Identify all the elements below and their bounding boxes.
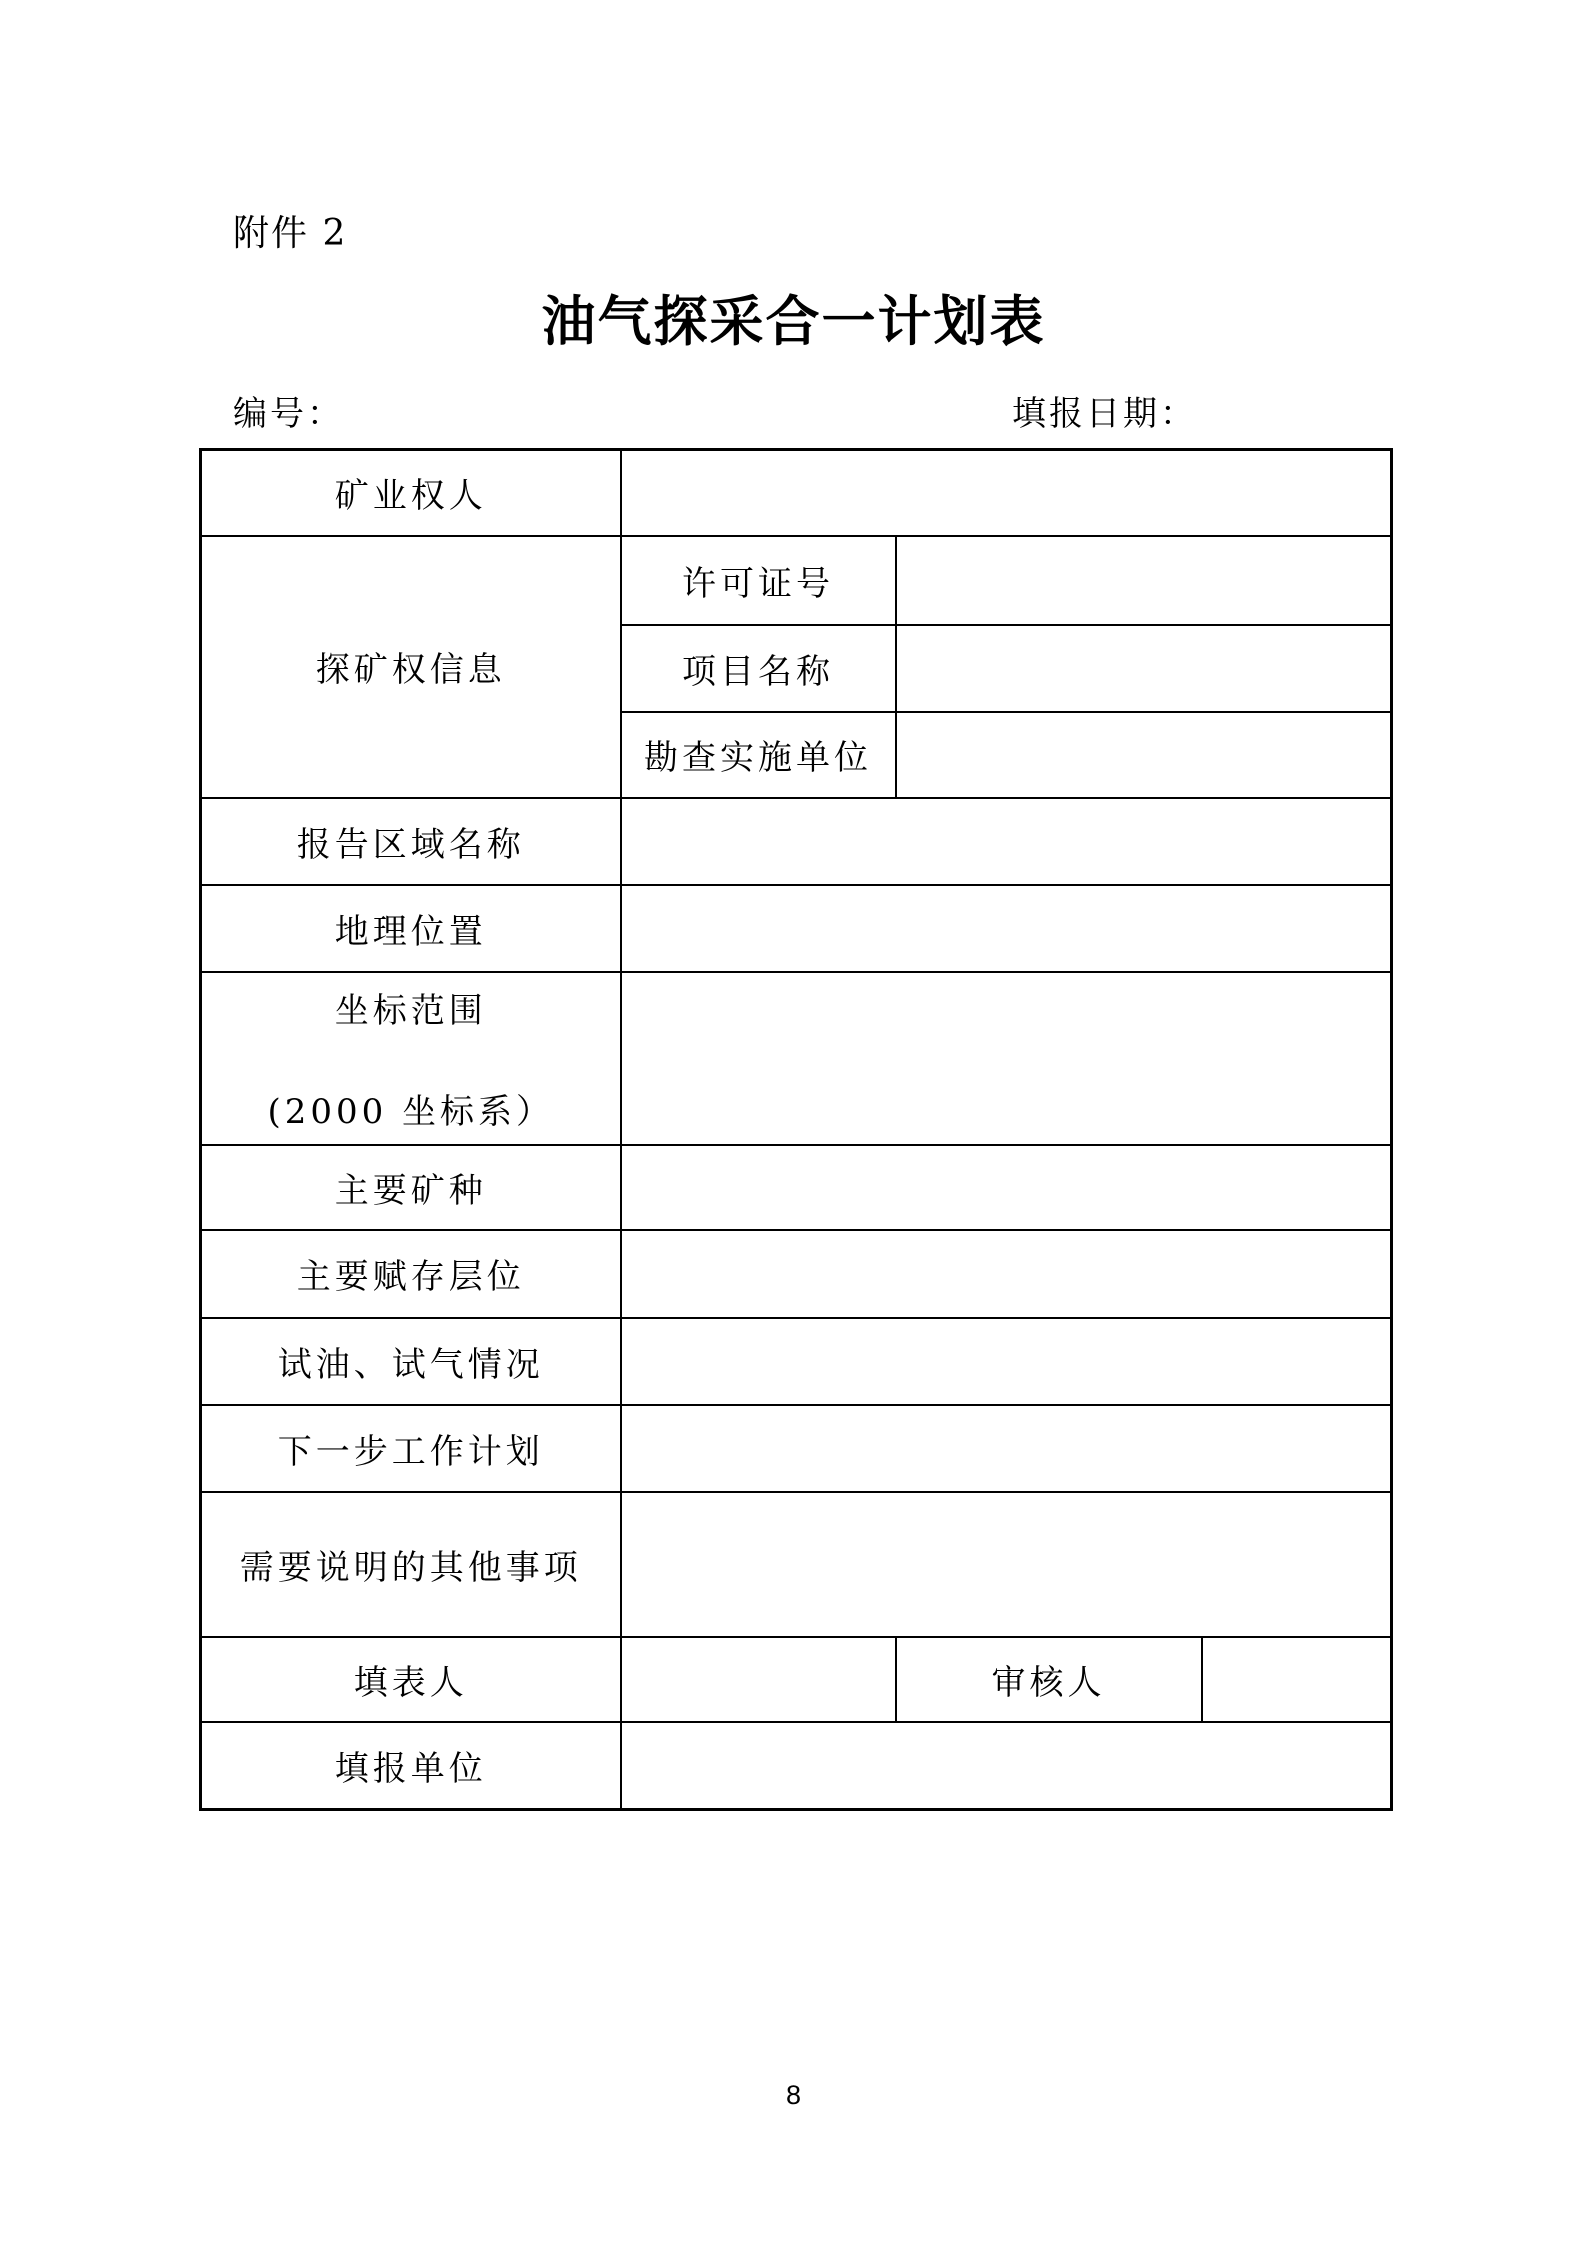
field-label-oil-gas-testing-status: 试油、试气情况 — [201, 1318, 621, 1405]
coordinate-range-label: 坐标范围 — [334, 991, 487, 1031]
field-label-exploration-right-info: 探矿权信息 — [201, 536, 621, 798]
page-title: 油气探采合一计划表 — [541, 289, 1046, 353]
field-label-other-matters: 需要说明的其他事项 — [201, 1492, 621, 1637]
plan-form-table — [199, 448, 1393, 1811]
table-row — [201, 885, 1392, 972]
field-label-license-number: 许可证号 — [621, 536, 896, 625]
table-row — [201, 1405, 1392, 1492]
table-row — [201, 1722, 1392, 1810]
value-cell-oil-gas-testing-status — [621, 1318, 1392, 1405]
value-cell-reviewer — [1202, 1637, 1392, 1722]
code-label: 编号： — [233, 394, 344, 434]
table-row — [201, 798, 1392, 885]
date-label: 填报日期： — [1012, 394, 1197, 434]
field-label-form-preparer: 填表人 — [201, 1637, 621, 1722]
table-row — [201, 536, 1392, 625]
table-row — [201, 1637, 1392, 1722]
value-cell-reporting-unit — [621, 1722, 1392, 1810]
field-label-survey-implementing-unit: 勘查实施单位 — [621, 712, 896, 798]
field-label-next-step-work-plan: 下一步工作计划 — [201, 1405, 621, 1492]
value-cell-other-matters — [621, 1492, 1392, 1637]
field-label-reporting-unit: 填报单位 — [201, 1722, 621, 1810]
field-label-reviewer: 审核人 — [896, 1637, 1202, 1722]
field-label-coordinate-range — [201, 972, 621, 1145]
value-cell-coordinate-range — [621, 972, 1392, 1145]
field-label-mineral-rights-holder: 矿业权人 — [201, 450, 621, 536]
value-cell-survey-implementing-unit — [896, 712, 1392, 798]
table-row — [201, 1318, 1392, 1405]
field-label-main-mineral: 主要矿种 — [201, 1145, 621, 1230]
table-row — [201, 1492, 1392, 1637]
page-number: 8 — [785, 2080, 802, 2110]
field-label-report-area-name: 报告区域名称 — [201, 798, 621, 885]
value-cell-next-step-work-plan — [621, 1405, 1392, 1492]
value-cell-main-mineral — [621, 1145, 1392, 1230]
value-cell-mineral-rights-holder — [621, 450, 1392, 536]
value-cell-project-name — [896, 625, 1392, 712]
attachment-label: 附件 2 — [233, 213, 348, 254]
table-row — [201, 1230, 1392, 1318]
table-row — [201, 1145, 1392, 1230]
value-cell-geographic-location — [621, 885, 1392, 972]
field-label-project-name: 项目名称 — [621, 625, 896, 712]
value-cell-report-area-name — [621, 798, 1392, 885]
field-label-main-occurrence-horizon: 主要赋存层位 — [201, 1230, 621, 1318]
value-cell-form-preparer — [621, 1637, 896, 1722]
field-label-geographic-location: 地理位置 — [201, 885, 621, 972]
value-cell-license-number — [896, 536, 1392, 625]
table-row — [201, 450, 1392, 536]
coordinate-system-note: (2000 坐标系） — [267, 1092, 555, 1132]
table-row — [201, 972, 1392, 1145]
value-cell-main-occurrence-horizon — [621, 1230, 1392, 1318]
